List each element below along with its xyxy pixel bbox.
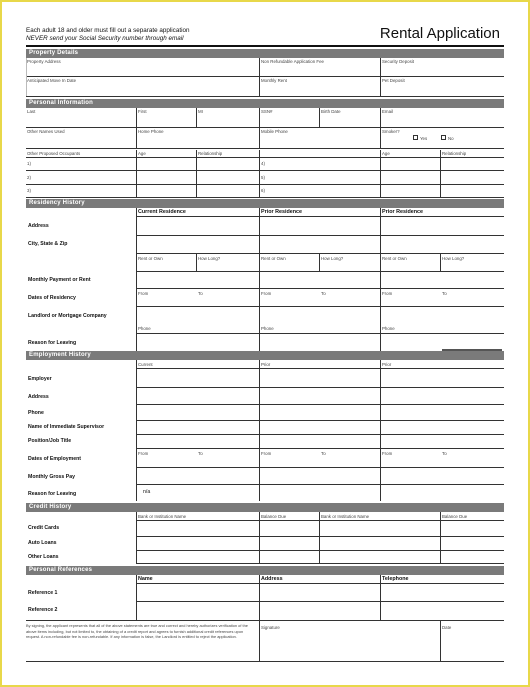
email-label: Email (382, 109, 393, 114)
title-rule (26, 45, 504, 47)
occupant-age-label: Age (138, 151, 146, 156)
reference-2-label: Reference 2 (28, 607, 58, 613)
notice (26, 27, 189, 42)
employment-address-label: Address (28, 394, 49, 400)
pet-deposit-label: Pet Deposit (382, 78, 405, 83)
notice-line-1: Each adult 18 and older must fill out a separate application (26, 27, 190, 34)
last-name-label: Last (27, 109, 36, 114)
property-address-label: Property Address (27, 59, 61, 64)
application-fee-label: Non Refundable Application Fee (261, 59, 324, 64)
smoker-no-label: No (448, 136, 454, 141)
smoker-no-checkbox[interactable] (441, 135, 446, 140)
employment-reason-value: n/a (143, 489, 151, 495)
landlord-phone-label-3: Phone (382, 326, 395, 331)
section-property: Property Details (26, 49, 504, 58)
section-references: Personal References (26, 566, 504, 575)
occupant-5: 5) (261, 175, 265, 180)
employer-label: Employer (28, 376, 52, 382)
mi-label: MI (198, 109, 203, 114)
section-credit: Credit History (26, 503, 504, 512)
section-residency: Residency History (26, 199, 504, 208)
from-label-3: From (382, 291, 393, 296)
move-in-date-label: Anticipated Move In Date (27, 78, 77, 83)
dates-residency-label: Dates of Residency (28, 295, 76, 301)
reference-name-header: Name (138, 576, 153, 582)
other-loans-label: Other Loans (28, 554, 59, 560)
smoker-label: Smoker? (382, 129, 400, 134)
smoker-yes-checkbox[interactable] (413, 135, 418, 140)
emp-to-label-2: To (321, 451, 326, 456)
residency-city-label: City, State & Zip (28, 241, 68, 247)
occupant-4: 4) (261, 161, 265, 166)
bank-name-header-2: Bank or Institution Name (321, 514, 370, 519)
how-long-label-2: How Long? (321, 256, 344, 261)
landlord-phone-label-1: Phone (138, 326, 151, 331)
mobile-phone-label: Mobile Phone (261, 129, 288, 134)
gross-pay-label: Monthly Gross Pay (28, 474, 75, 480)
position-label: Position/Job Title (28, 438, 72, 444)
bank-name-header-1: Bank or Institution Name (138, 514, 187, 519)
signature-label: Signature (261, 625, 280, 630)
rent-own-label-2: Rent or Own (261, 256, 286, 261)
date-label: Date (442, 625, 452, 630)
balance-due-header-1: Balance Due (261, 514, 287, 519)
occupant-relationship-label: Relationship (198, 151, 223, 156)
notice-line-2: NEVER send your Social Security number through email (26, 34, 184, 42)
auto-loans-label: Auto Loans (28, 540, 57, 546)
home-phone-label: Home Phone (138, 129, 164, 134)
occupant-3: 3) (27, 188, 31, 193)
section-employment: Employment History (26, 351, 504, 360)
first-name-label: First (138, 109, 147, 114)
employment-prior-header-2: Prior (382, 362, 392, 367)
occupant-2: 2) (27, 175, 31, 180)
occupant-relationship-label-2: Relationship (442, 151, 467, 156)
emp-from-label-1: From (138, 451, 149, 456)
emp-to-label-1: To (198, 451, 203, 456)
reason-leaving-label: Reason for Leaving (28, 340, 77, 346)
from-label-1: From (138, 291, 149, 296)
smoker-yes-label: Yes (420, 136, 428, 141)
to-label-1: To (198, 291, 203, 296)
birth-date-label: Birth Date (321, 109, 341, 114)
reference-1-label: Reference 1 (28, 590, 58, 596)
ssn-label: SSN# (261, 109, 273, 114)
from-label-2: From (261, 291, 272, 296)
occupant-6: 6) (261, 188, 265, 193)
landlord-phone-label-2: Phone (261, 326, 274, 331)
dates-employment-label: Dates of Employment (28, 456, 82, 462)
security-deposit-label: Security Deposit (382, 59, 414, 64)
credit-cards-label: Credit Cards (28, 525, 60, 531)
other-names-label: Other Names Used (27, 129, 65, 134)
how-long-label-3: How Long? (442, 256, 465, 261)
landlord-label: Landlord or Mortgage Company (28, 313, 107, 319)
occupant-1: 1) (27, 161, 31, 166)
occupant-age-label-2: Age (382, 151, 390, 156)
reference-address-header: Address (261, 576, 283, 582)
disclaimer-text: By signing, the applicant represents that all of the above statements are true and correct and hereby authorizes verification of the above items including, but not limited to, the obtaining of a credit report and agrees to furnish additional credit references upon request. A non-refundable fee is non-refundable. If any information is false, the Landlord is entitled to reject the application. (26, 623, 248, 639)
page-title: Rental Application (379, 25, 500, 42)
rent-own-label-3: Rent or Own (382, 256, 407, 261)
to-label-2: To (321, 291, 326, 296)
monthly-rent-label: Monthly Rent (261, 78, 287, 83)
monthly-payment-label: Monthly Payment or Rent (28, 277, 91, 283)
prior-residence-header-2: Prior Residence (382, 209, 424, 215)
employment-current-header: Current (138, 362, 153, 367)
to-label-3: To (442, 291, 447, 296)
supervisor-label: Name of Immediate Supervisor (28, 424, 105, 430)
employment-prior-header-1: Prior (261, 362, 271, 367)
balance-due-header-2: Balance Due (442, 514, 468, 519)
section-personal: Personal Information (26, 99, 504, 108)
emp-from-label-3: From (382, 451, 393, 456)
current-residence-header: Current Residence (138, 209, 186, 215)
employment-phone-label: Phone (28, 410, 44, 416)
residency-address-label: Address (28, 223, 49, 229)
emp-to-label-3: To (442, 451, 447, 456)
emp-from-label-2: From (261, 451, 272, 456)
employment-reason-label: Reason for Leaving (28, 491, 77, 497)
occupants-label: Other Proposed Occupants (27, 151, 81, 156)
reference-telephone-header: Telephone (382, 576, 409, 582)
rent-own-label-1: Rent or Own (138, 256, 163, 261)
prior-residence-header-1: Prior Residence (261, 209, 303, 215)
how-long-label-1: How Long? (198, 256, 221, 261)
